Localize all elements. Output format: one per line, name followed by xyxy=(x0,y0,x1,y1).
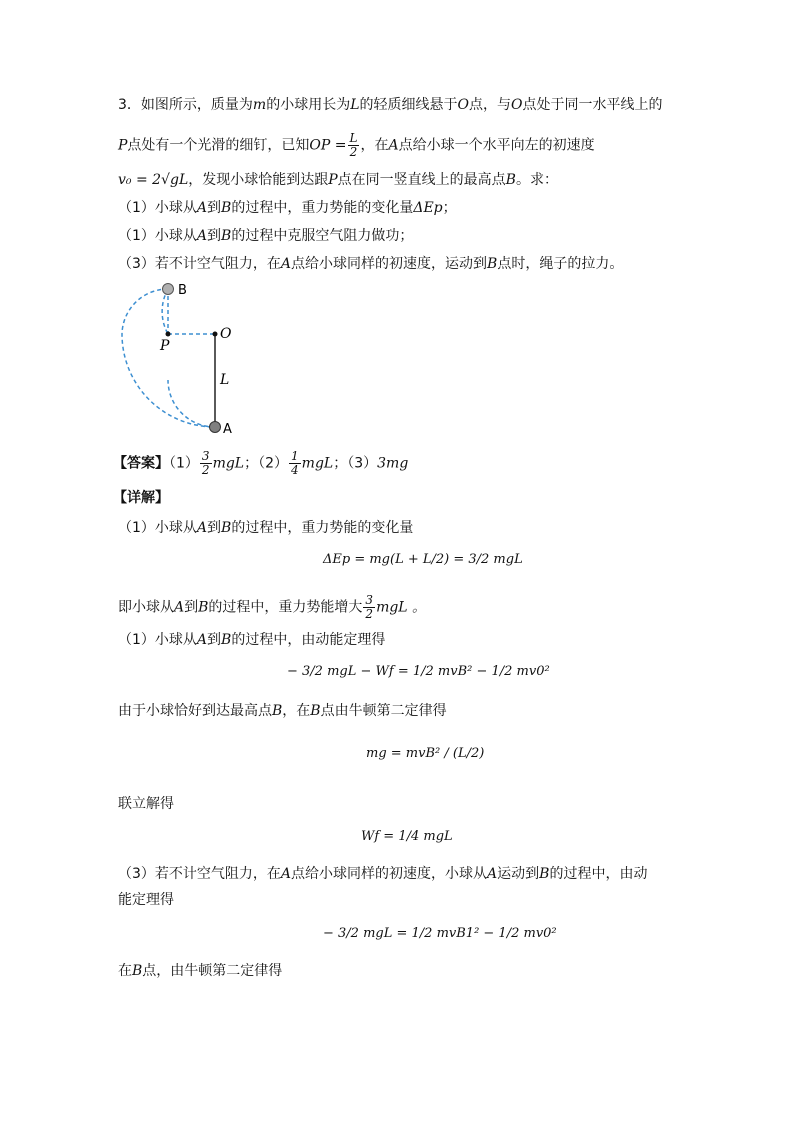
text: 点给小球一个水平向左的初速度 xyxy=(398,137,595,154)
text: 。求： xyxy=(515,172,558,188)
detail-line-1: （1）小球从A到B的过程中，重力势能的变化量 xyxy=(118,520,414,536)
var-P: P xyxy=(328,172,338,188)
var-m: m xyxy=(252,97,267,113)
label-P: P xyxy=(160,338,170,354)
ball-A xyxy=(210,422,221,433)
arc-lower-dashed xyxy=(168,380,215,427)
point-P xyxy=(166,332,171,337)
question-3: （3）若不计空气阻力，在A点给小球同样的初速度，运动到B点时，绳子的拉力。 xyxy=(118,256,624,272)
text: 点处有一个光滑的细钉，已知 xyxy=(127,137,310,154)
detail-line-7: 能定理得 xyxy=(118,892,174,908)
text: ，在 xyxy=(360,137,389,154)
pendulum-diagram xyxy=(100,280,260,440)
expr-op: OP = xyxy=(309,137,347,154)
fraction-L-over-2: $\frac{L}{2}$ xyxy=(349,131,358,159)
text: 点在同一竖直线上的最高点 xyxy=(337,172,506,188)
answer-line: 【答案】（1） $\frac{3}{2}$ mgL；（2） $\frac{1}{4}$ mgL；（3）3mg xyxy=(113,449,409,477)
arc-upper-dashed-a xyxy=(162,289,168,334)
question-2: （1）小球从A到B的过程中克服空气阻力做功； xyxy=(118,228,414,244)
point-O xyxy=(213,332,218,337)
label-L: L xyxy=(220,372,230,388)
equation-3: mg = mvB² / (L/2) xyxy=(366,746,485,761)
answer-tag: 【答案】 xyxy=(113,455,169,472)
text: 的小球用长为 xyxy=(266,97,351,113)
text: 点处于同一水平线上的 xyxy=(522,97,663,113)
var-O: O xyxy=(510,97,523,113)
equation-5: − 3/2 mgL = 1/2 mvB1² − 1/2 mv0² xyxy=(323,926,557,941)
label-B: B xyxy=(178,283,187,298)
detail-line-8: 在B点，由牛顿第二定律得 xyxy=(118,963,283,979)
question-1: （1）小球从A到B的过程中，重力势能的变化量ΔEp； xyxy=(118,200,457,216)
detail-line-4: 由于小球恰好到达最高点B，在B点由牛顿第二定律得 xyxy=(118,703,447,719)
detail-line-5: 联立解得 xyxy=(118,796,174,812)
fraction-1-4: $\frac{1}{4}$ xyxy=(291,449,299,477)
var-A: A xyxy=(388,137,399,154)
problem-line-3 xyxy=(118,170,558,190)
detail-line-6: （3）若不计空气阻力，在A点给小球同样的初速度，小球从A运动到B的过程中，由动 xyxy=(118,866,648,882)
expr-v0: v₀ = 2√gL xyxy=(118,172,189,188)
arc-full-dashed xyxy=(122,289,215,427)
text: 点，与 xyxy=(468,97,511,113)
problem-line-1 xyxy=(118,95,662,115)
var-O: O xyxy=(457,97,469,113)
fraction-3-2: $\frac{3}{2}$ xyxy=(365,593,374,621)
var-L: L xyxy=(350,97,360,113)
label-A: A xyxy=(223,422,232,437)
fraction-3-2: $\frac{3}{2}$ xyxy=(201,449,210,477)
equation-4: Wf = 1/4 mgL xyxy=(361,829,453,844)
text: ，发现小球恰能到达跟 xyxy=(188,172,329,188)
label-O: O xyxy=(220,326,232,342)
detail-tag: 【详解】 xyxy=(113,490,169,506)
detail-line-3: （1）小球从A到B的过程中，由动能定理得 xyxy=(118,632,386,648)
equation-1: ΔEp = mg(L + L/2) = 3/2 mgL xyxy=(323,552,523,567)
detail-line-2: 即小球从A到B的过程中，重力势能增大 $\frac{3}{2}$ mgL 。 xyxy=(118,593,427,621)
problem-line-2 xyxy=(118,132,595,159)
text: 的轻质细线悬于 xyxy=(359,97,458,113)
equation-2: − 3/2 mgL − Wf = 1/2 mvB² − 1/2 mv0² xyxy=(287,664,550,679)
var-P: P xyxy=(118,137,128,154)
text: 3．如图所示，质量为 xyxy=(118,97,253,113)
var-B: B xyxy=(505,172,516,188)
ball-B xyxy=(163,284,174,295)
